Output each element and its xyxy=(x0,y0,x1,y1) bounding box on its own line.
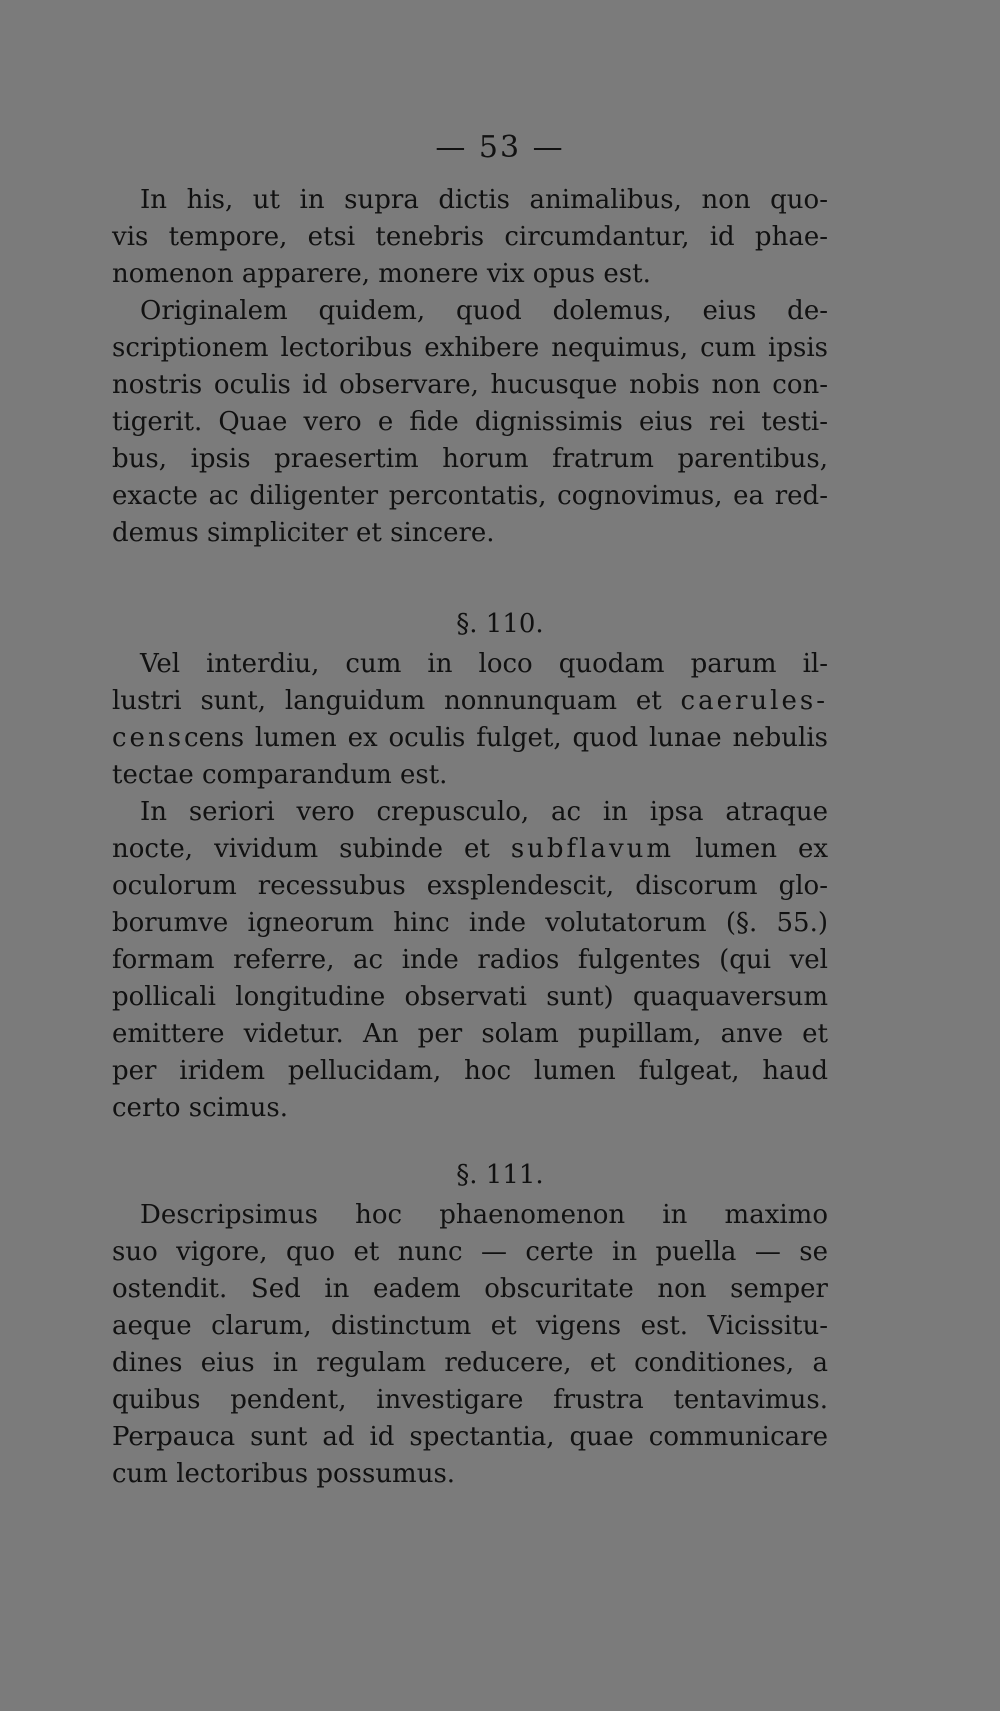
text-line: nomenon apparere, monere vix opus est. xyxy=(112,259,651,289)
text-line xyxy=(112,720,828,757)
text-fragment: lumen ex xyxy=(674,834,828,864)
text-line: Vel interdiu, cum in loco quodam parum il- xyxy=(140,649,828,679)
text-line: exacte ac diligenter percontatis, cognovimus, ea red- xyxy=(112,481,828,511)
text-line xyxy=(112,831,828,868)
text-line: suo vigore, quo et nunc — certe in puella — se xyxy=(112,1237,828,1267)
text-line: formam referre, ac inde radios fulgentes (qui vel xyxy=(112,945,828,975)
text-line: Originalem quidem, quod dolemus, eius de- xyxy=(140,296,828,326)
text-line: quibus pendent, investigare frustra tentavimus. xyxy=(112,1385,828,1415)
text-block-section-110 xyxy=(112,646,828,1127)
text-line: In his, ut in supra dictis animalibus, non quo- xyxy=(140,185,828,215)
text-line: demus simpliciter et sincere. xyxy=(112,518,495,548)
text-line: dines eius in regulam reducere, et conditiones, a xyxy=(112,1348,828,1378)
text-line: Descripsimus hoc phaenomenon in maximo xyxy=(140,1200,828,1230)
text-line: ostendit. Sed in eadem obscuritate non semper xyxy=(112,1274,828,1304)
section-heading-111: §. 111. xyxy=(456,1160,544,1190)
section-heading-111-wrap xyxy=(0,1157,1000,1194)
paragraph-110-2 xyxy=(112,794,828,1127)
spaced-word: cens xyxy=(112,723,185,753)
section-heading-110: §. 110. xyxy=(456,609,544,639)
text-line: pollicali longitudine observati sunt) quaquaversum xyxy=(112,982,828,1012)
text-line: borumve igneorum hinc inde volutatorum (§. 55.) xyxy=(112,908,828,938)
text-line: In seriori vero crepusculo, ac in ipsa atraque xyxy=(140,797,828,827)
text-fragment: nocte, vividum subinde et xyxy=(112,834,511,864)
text-line: certo scimus. xyxy=(112,1093,288,1123)
text-line: tectae comparandum est. xyxy=(112,760,448,790)
text-line: nostris oculis id observare, hucusque nobis non con- xyxy=(112,370,828,400)
text-line: per iridem pellucidam, hoc lumen fulgeat, haud xyxy=(112,1056,828,1086)
text-line: Perpauca sunt ad id spectantia, quae communicare xyxy=(112,1422,828,1452)
text-line: emittere videtur. An per solam pupillam, anve et xyxy=(112,1019,828,1049)
page-number: — 53 — xyxy=(435,130,565,165)
paragraph-intro-1 xyxy=(112,182,828,293)
text-line: aeque clarum, distinctum et vigens est. Vicissitu- xyxy=(112,1311,828,1341)
text-fragment: cens lumen ex oculis fulget, quod lunae nebulis xyxy=(184,723,828,753)
spaced-word: subflavum xyxy=(510,834,675,864)
section-heading-110-wrap xyxy=(0,606,1000,643)
paragraph-110-1 xyxy=(112,646,828,794)
text-line: tigerit. Quae vero e fide dignissimis eius rei testi- xyxy=(112,407,828,437)
paragraph-111-1 xyxy=(112,1197,828,1493)
text-block-section-111 xyxy=(112,1197,828,1493)
text-line xyxy=(112,683,828,720)
text-line: bus, ipsis praesertim horum fratrum parentibus, xyxy=(112,444,828,474)
text-line: vis tempore, etsi tenebris circumdantur, id phae- xyxy=(112,222,828,252)
text-fragment: lustri sunt, languidum nonnunquam et xyxy=(112,686,681,716)
spaced-word: caerules- xyxy=(680,686,828,716)
text-line: cum lectoribus possumus. xyxy=(112,1459,456,1489)
text-line: scriptionem lectoribus exhibere nequimus, cum ipsis xyxy=(112,333,828,363)
paragraph-intro-2 xyxy=(112,293,828,552)
text-line: oculorum recessubus exsplendescit, discorum glo- xyxy=(112,871,828,901)
text-block-intro xyxy=(112,182,828,552)
